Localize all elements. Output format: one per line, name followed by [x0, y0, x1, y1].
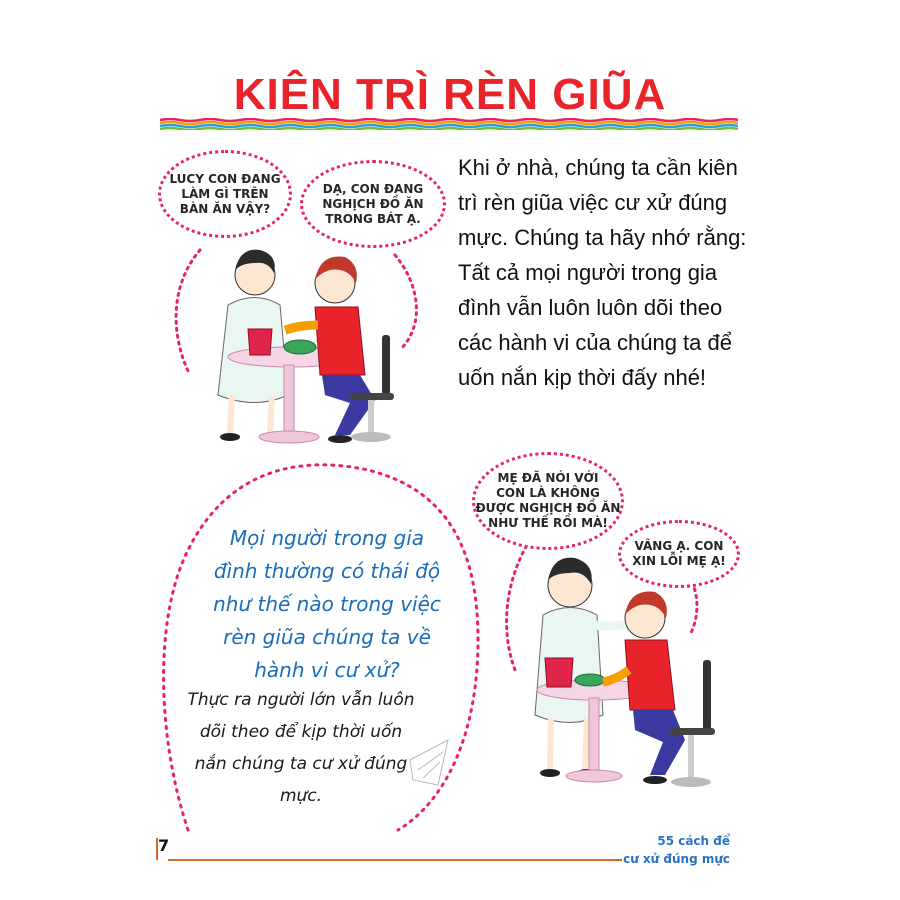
- page-number: 7: [158, 836, 170, 855]
- speech-line: VÂNG Ạ. CON: [634, 539, 724, 553]
- book-title: [620, 832, 730, 868]
- speech-line: DẠ, CON ĐANG: [322, 181, 424, 196]
- page-title: KIÊN TRÌ RÈN GIŨA: [233, 70, 667, 119]
- speech-line: ĐƯỢC NGHỊCH ĐỒ ĂN: [475, 501, 621, 515]
- speech-line: LUCY CON ĐANG: [169, 171, 281, 186]
- speech-line: NGHỊCH ĐỒ ĂN: [322, 196, 424, 211]
- speech-line: CON LÀ KHÔNG: [496, 486, 600, 500]
- speech-line: MẸ ĐÃ NÓI VỚI: [497, 471, 599, 485]
- child-speech-bubble-2: [618, 520, 740, 588]
- child-speech-bubble-1: [300, 160, 446, 248]
- scene1-illustration: [160, 225, 460, 465]
- speech-line: LÀM GÌ TRÊN: [181, 186, 269, 201]
- body-paragraph: Khi ở nhà, chúng ta cần kiên trì rèn giũa việc cư xử đúng mực. Chúng ta hãy nhớ rằng: Tất cả mọi người trong gia đình vẫn luôn luôn dõi theo các hành vi của chúng ta để uốn nắn kịp thời đấy nhé!: [458, 155, 747, 390]
- book-title-line: cư xử đúng mực: [623, 852, 730, 866]
- book-title-line: 55 cách để: [657, 834, 730, 848]
- mother-speech-bubble-2: [472, 452, 624, 550]
- answer-text: Thực ra người lớn vẫn luôn dõi theo để kịp thời uốn nắn chúng ta cư xử đúng mực.: [187, 690, 415, 806]
- speech-line: TRONG BÁT Ạ.: [325, 211, 421, 226]
- footer-rule: [168, 859, 622, 861]
- title-underline-stripes: [160, 118, 738, 130]
- speech-line: NHƯ THẾ RỒI MÀ!: [488, 516, 608, 530]
- page-number-marker: [156, 838, 158, 860]
- question-text: Mọi người trong gia đình thường có thái độ như thế nào trong việc rèn giũa chúng ta về hành vi cư xử?: [213, 526, 441, 682]
- mother-speech-bubble-1: [158, 150, 292, 238]
- speech-line: BÀN ĂN VẬY?: [179, 201, 271, 216]
- speech-line: XIN LỖI MẸ Ạ!: [632, 554, 726, 568]
